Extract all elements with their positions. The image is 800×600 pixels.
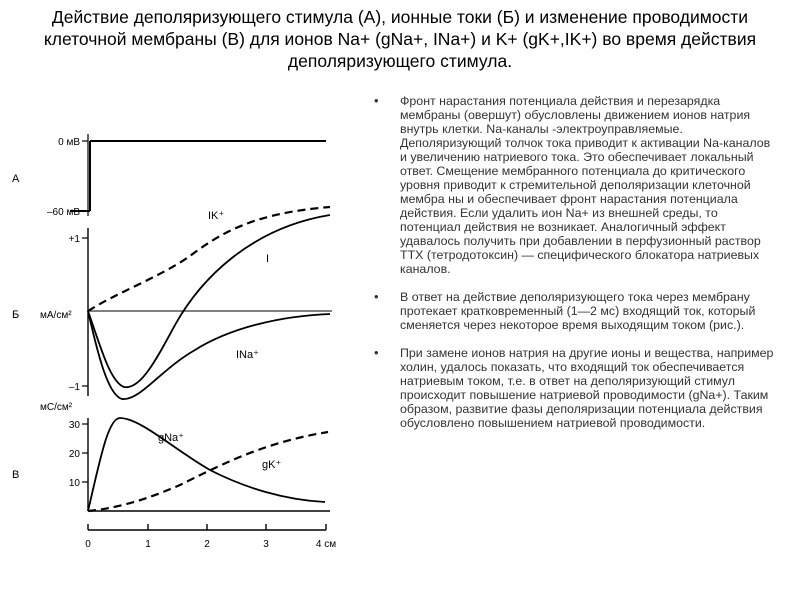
- label-ik: IK⁺: [208, 210, 225, 222]
- panel-c-conductances: [82, 418, 330, 511]
- label-i: I: [266, 253, 270, 265]
- bullet-marker: •: [374, 345, 379, 360]
- bullet-marker: •: [374, 93, 379, 108]
- curve-ik: [88, 207, 330, 311]
- bullet-marker: •: [374, 289, 379, 304]
- bullet-item-2: [372, 290, 774, 332]
- bullet-list: [372, 94, 774, 444]
- tick-label-minus1: –1: [68, 382, 80, 393]
- curve-gna: [88, 418, 325, 511]
- x-tick-label-2: 2: [204, 539, 210, 550]
- panel-label-c: В: [12, 469, 20, 481]
- label-ina: INa⁺: [236, 349, 259, 361]
- panel-label-b: Б: [12, 309, 20, 321]
- tick-label-30: 30: [68, 420, 80, 431]
- panel-b-unit: мА/см²: [40, 310, 72, 321]
- bullet-text-2: В ответ на действие деполяризующего тока через мембрану протекает кратковременный (1—2 мс) входящий ток, который сменяется через некоторое время выходящим током (рис.).: [400, 290, 756, 332]
- curve-i: [88, 215, 330, 387]
- tick-label-minus60mv: –60 мВ: [46, 207, 80, 218]
- tick-label-0mv: 0 мВ: [58, 137, 80, 148]
- bullet-text-3: При замене ионов натрия на другие ионы и вещества, например холин, удалось показать, что входящий ток обеспечивается натриевым током, т.е. в ответ на деполяризующий стимул происходит повышение натриевой проводимости (gNa+). Таким образом, развитие фазы деполяризации потенциала действия обусловлено повышением натриевой проводимости.: [400, 346, 774, 430]
- ion-currents-figure: [0, 128, 340, 558]
- x-tick-label-1: 1: [145, 539, 151, 550]
- panel-a-stimulus: [70, 134, 326, 216]
- tick-label-plus1: +1: [68, 234, 80, 245]
- panel-b-currents: [82, 207, 332, 399]
- slide-title: Действие деполяризующего стимула (А), ионные токи (Б) и изменение проводимости клеточной мембраны (В) для ионов Na+ (gNa+, INa+) и K+ (gK+,IK+) во время действия деполяризующего стимула.: [43, 7, 757, 71]
- tick-label-10: 10: [68, 478, 80, 489]
- x-tick-label-0: 0: [85, 539, 91, 550]
- x-axis: [88, 524, 326, 530]
- label-gna: gNa⁺: [158, 432, 184, 444]
- panel-c-unit: мС/см²: [40, 402, 73, 413]
- x-tick-label-4: 4 см: [315, 539, 337, 550]
- curve-ina: [88, 311, 330, 399]
- bullet-text-1: Фронт нарастания потенциала действия и перезарядка мембраны (овершут) обусловлены движением ионов натрия внутрь клетки. Na-каналы -электроуправляемые. Деполяризующий толчок тока приводит к активации Na-каналов и увеличению натриевого тока. Это обеспечивает локальный ответ. Смещение мембранного потенциала до критического уровня приводит к стремительной деполяризации клеточной мембра ны и обеспечивает фронт нарастания потенциала действия. Если удалить ион Na+ из внешней среды, то потенциал действия не возникает. Аналогичный эффект удавалось получить при добавлении в перфузионный раствор ТТХ (тетродотоксин) — специфического блокатора натриевых каналов.: [400, 94, 771, 276]
- tick-label-20: 20: [68, 449, 80, 460]
- label-gk: gK⁺: [262, 459, 282, 471]
- bullet-item-3: [372, 346, 774, 430]
- x-tick-label-3: 3: [263, 539, 269, 550]
- panel-label-a: А: [12, 173, 20, 185]
- bullet-item-1: [372, 94, 774, 276]
